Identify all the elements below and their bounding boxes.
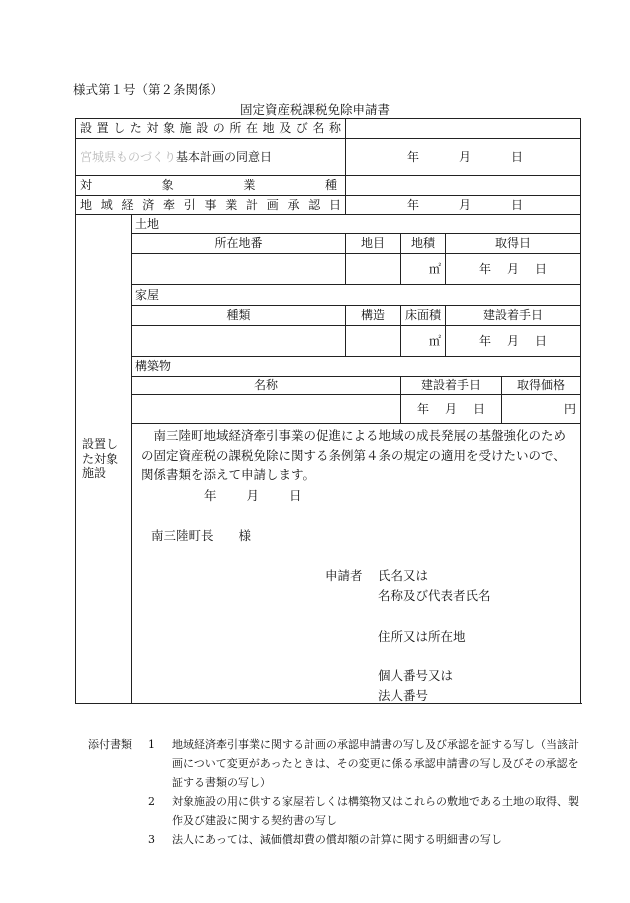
house-structure-value[interactable]: [346, 326, 401, 357]
form-title: 固定資産税課税免除申請書: [239, 102, 390, 117]
application-body-text: 南三陸町地域経済牽引事業の促進による地域の成長発展の基盤強化のための固定資産税の課税免除に関する条例第４条の規定の適用を受けたいので、関係書類を添えて申請します。: [141, 428, 567, 482]
land-header-acquired: 取得日: [446, 234, 581, 254]
location-label: 設置した対象施設の所在地及び名称: [76, 119, 346, 139]
name-label-2: 名称及び代表者氏名: [378, 588, 491, 603]
land-acquired-date[interactable]: 年 月 日: [446, 254, 581, 285]
id-label-1: 個人番号又は: [378, 668, 454, 683]
house-header-type: 種類: [132, 306, 346, 326]
structure-price-value[interactable]: 円: [502, 395, 581, 424]
address-label: 住所又は所在地: [378, 629, 466, 644]
house-type-value[interactable]: [132, 326, 346, 357]
location-value[interactable]: [346, 119, 581, 139]
approval-date-label: 地域経済牽引事業計画承認日: [76, 196, 346, 215]
facility-section-label: 設置した対象施設: [76, 215, 132, 704]
application-date[interactable]: 年 月 日: [204, 488, 302, 503]
structure-start-date[interactable]: 年 月 日: [401, 395, 502, 424]
house-header-start: 建設着手日: [446, 306, 581, 326]
application-body-cell: [132, 424, 581, 704]
land-header-area: 地積: [401, 234, 446, 254]
applicant-label: 申請者: [325, 568, 363, 583]
house-header-structure: 構造: [346, 306, 401, 326]
house-start-date[interactable]: 年 月 日: [446, 326, 581, 357]
house-header-floor-area: 床面積: [401, 306, 446, 326]
id-label-2: 法人番号: [378, 688, 429, 703]
structure-header-name: 名称: [132, 377, 401, 395]
addressee: 南三陸町長 様: [151, 528, 252, 543]
land-header-address: 所在地番: [132, 234, 346, 254]
form-number: 様式第１号（第２条関係）: [73, 82, 224, 97]
business-type-value[interactable]: [346, 176, 581, 196]
plan-consent-label: [76, 139, 346, 176]
plan-label: 基本計画の同意日: [176, 149, 273, 164]
house-floor-area-value[interactable]: ㎡: [401, 326, 446, 357]
structure-label: 構築物: [132, 357, 581, 377]
attachments-label: 添付書類: [88, 738, 132, 751]
plan-consent-date[interactable]: 年 月 日: [346, 139, 581, 176]
land-address-value[interactable]: [132, 254, 346, 285]
structure-header-start: 建設着手日: [401, 377, 502, 395]
business-type-label: 対象業種: [76, 176, 346, 196]
land-category-value[interactable]: [346, 254, 401, 285]
plan-label-faded: 宮城県ものづくり: [80, 149, 177, 164]
application-form-table: [75, 118, 581, 704]
approval-date[interactable]: 年 月 日: [346, 196, 581, 215]
land-header-category: 地目: [346, 234, 401, 254]
house-label: 家屋: [132, 285, 581, 306]
name-label-1: 氏名又は: [378, 568, 429, 583]
land-label: 土地: [132, 215, 581, 234]
attachments: [88, 735, 588, 849]
structure-name-value[interactable]: [132, 395, 401, 424]
attachment-item: 3 法人にあっては、減価償却費の償却額の計算に関する明細書の写し: [148, 833, 502, 846]
structure-header-price: 取得価格: [502, 377, 581, 395]
land-area-value[interactable]: ㎡: [401, 254, 446, 285]
attachment-item: 2 対象施設の用に供する家屋若しくは構築物又はこれらの敷地である土地の取得、製作及び建設に関する契約書の写し: [148, 795, 579, 827]
attachment-item: 添付書類 1 地域経済牽引事業に関する計画の承認申請書の写し及び承認を証する写し（当該計画について変更があったときは、その変更に係る承認申請書の写し及びその承認を証する書類の写し）: [88, 735, 588, 792]
